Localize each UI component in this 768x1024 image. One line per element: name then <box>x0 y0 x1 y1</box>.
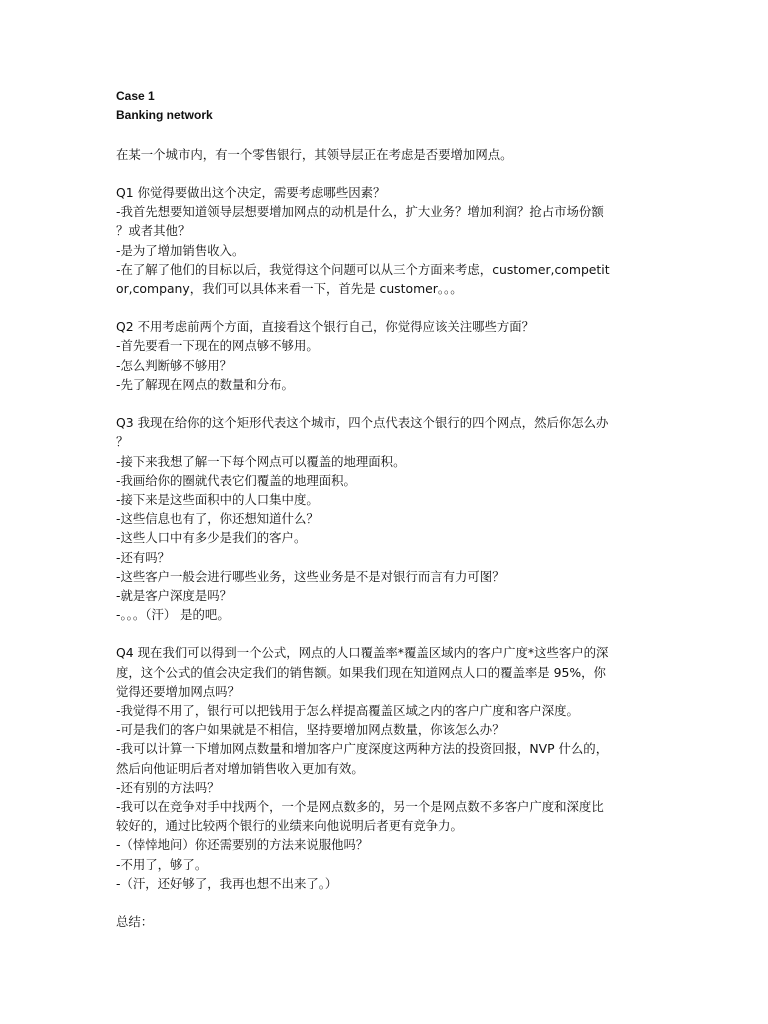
q4-section <box>116 643 656 892</box>
intro-paragraph: 在某一个城市内，有一个零售银行，其领导层正在考虑是否要增加网点。 <box>116 146 513 162</box>
spacer <box>116 893 656 912</box>
summary-heading: 总结： <box>116 914 154 930</box>
q4-line: -（汗，还好够了，我再也想不出来了。） <box>116 875 338 891</box>
q4-line: -不用了，够了。 <box>116 856 208 872</box>
q4-line: -我觉得不用了，银行可以把钱用于怎么样提高覆盖区域之内的客户广度和客户深度。 <box>116 703 579 718</box>
q1-line: or,company，我们可以具体来看一下，首先是 customer。。。 <box>116 280 463 296</box>
q2-line: -先了解现在网点的数量和分布。 <box>116 376 294 392</box>
q4-line: 度，这个公式的值会决定我们的销售额。如果我们现在知道网点人口的覆盖率是 95%，你 <box>116 664 606 680</box>
q4-line: 较好的，通过比较两个银行的业绩来向他说明后者更有竞争力。 <box>116 818 463 834</box>
q1-line: -我首先想要知道领导层想要增加网点的动机是什么，扩大业务？增加利润？抢占市场份额 <box>116 204 604 220</box>
q3-line: -接下来我想了解一下每个网点可以覆盖的地理面积。 <box>116 453 406 469</box>
q3-line: -这些人口中有多少是我们的客户。 <box>116 530 307 546</box>
spacer <box>116 164 656 183</box>
q4-line: 然后向他证明后者对增加销售收入更加有效。 <box>116 760 364 776</box>
q4-line: -还有别的方法吗？ <box>116 779 220 795</box>
q1-line: ？或者其他？ <box>116 223 191 239</box>
case-title: Case 1 <box>116 89 155 103</box>
q2-line: Q2 不用考虑前两个方面，直接看这个银行自己，你觉得应该关注哪些方面？ <box>116 319 535 335</box>
q1-line: Q1 你觉得要做出这个决定，需要考虑哪些因素？ <box>116 184 386 200</box>
q4-line: -我可以计算一下增加网点数量和增加客户广度深度这两种方法的投资回报，NVP 什么的， <box>116 741 609 757</box>
spacer <box>116 125 656 144</box>
q4-line: -（悻悻地问）你还需要别的方法来说服他吗？ <box>116 837 369 853</box>
q3-line: -。。。（汗） 是的吧。 <box>116 607 230 623</box>
q4-line: -可是我们的客户如果就是不相信，坚持要增加网点数量，你该怎么办？ <box>116 722 505 738</box>
q2-section <box>116 317 656 394</box>
q3-line: -这些客户一般会进行哪些业务，这些业务是不是对银行而言有力可图？ <box>116 568 505 584</box>
q4-line: -我可以在竞争对手中找两个，一个是网点数多的，另一个是网点数不多客户广度和深度比 <box>116 798 604 814</box>
q2-line: -怎么判断够不够用？ <box>116 357 232 373</box>
q3-line: Q3 我现在给你的这个矩形代表这个城市，四个点代表这个银行的四个网点，然后你怎么办 <box>116 415 609 431</box>
q1-line: -是为了增加销售收入。 <box>116 242 245 258</box>
q1-section <box>116 183 656 298</box>
q3-line: -我画给你的圈就代表它们覆盖的地理面积。 <box>116 472 356 488</box>
q3-line: -还有吗？ <box>116 549 171 565</box>
q2-line: -首先要看一下现在的网点够不够用。 <box>116 338 319 354</box>
q3-line: ？ <box>116 434 129 450</box>
spacer <box>116 298 656 317</box>
spacer <box>116 394 656 413</box>
spacer <box>116 624 656 643</box>
q4-line: 觉得还要增加网点吗？ <box>116 683 240 699</box>
q1-line: -在了解了他们的目标以后，我觉得这个问题可以从三个方面来考虑，customer,competit <box>116 261 610 277</box>
document-page <box>116 87 656 931</box>
q3-section <box>116 413 656 624</box>
q3-line: -就是客户深度是吗？ <box>116 587 232 603</box>
case-subtitle: Banking network <box>116 108 213 123</box>
q4-line: Q4 现在我们可以得到一个公式，网点的人口覆盖率*覆盖区域内的客户广度*这些客户的深 <box>116 645 609 661</box>
q3-line: -接下来是这些面积中的人口集中度。 <box>116 491 319 507</box>
q3-line: -这些信息也有了，你还想知道什么？ <box>116 511 319 527</box>
